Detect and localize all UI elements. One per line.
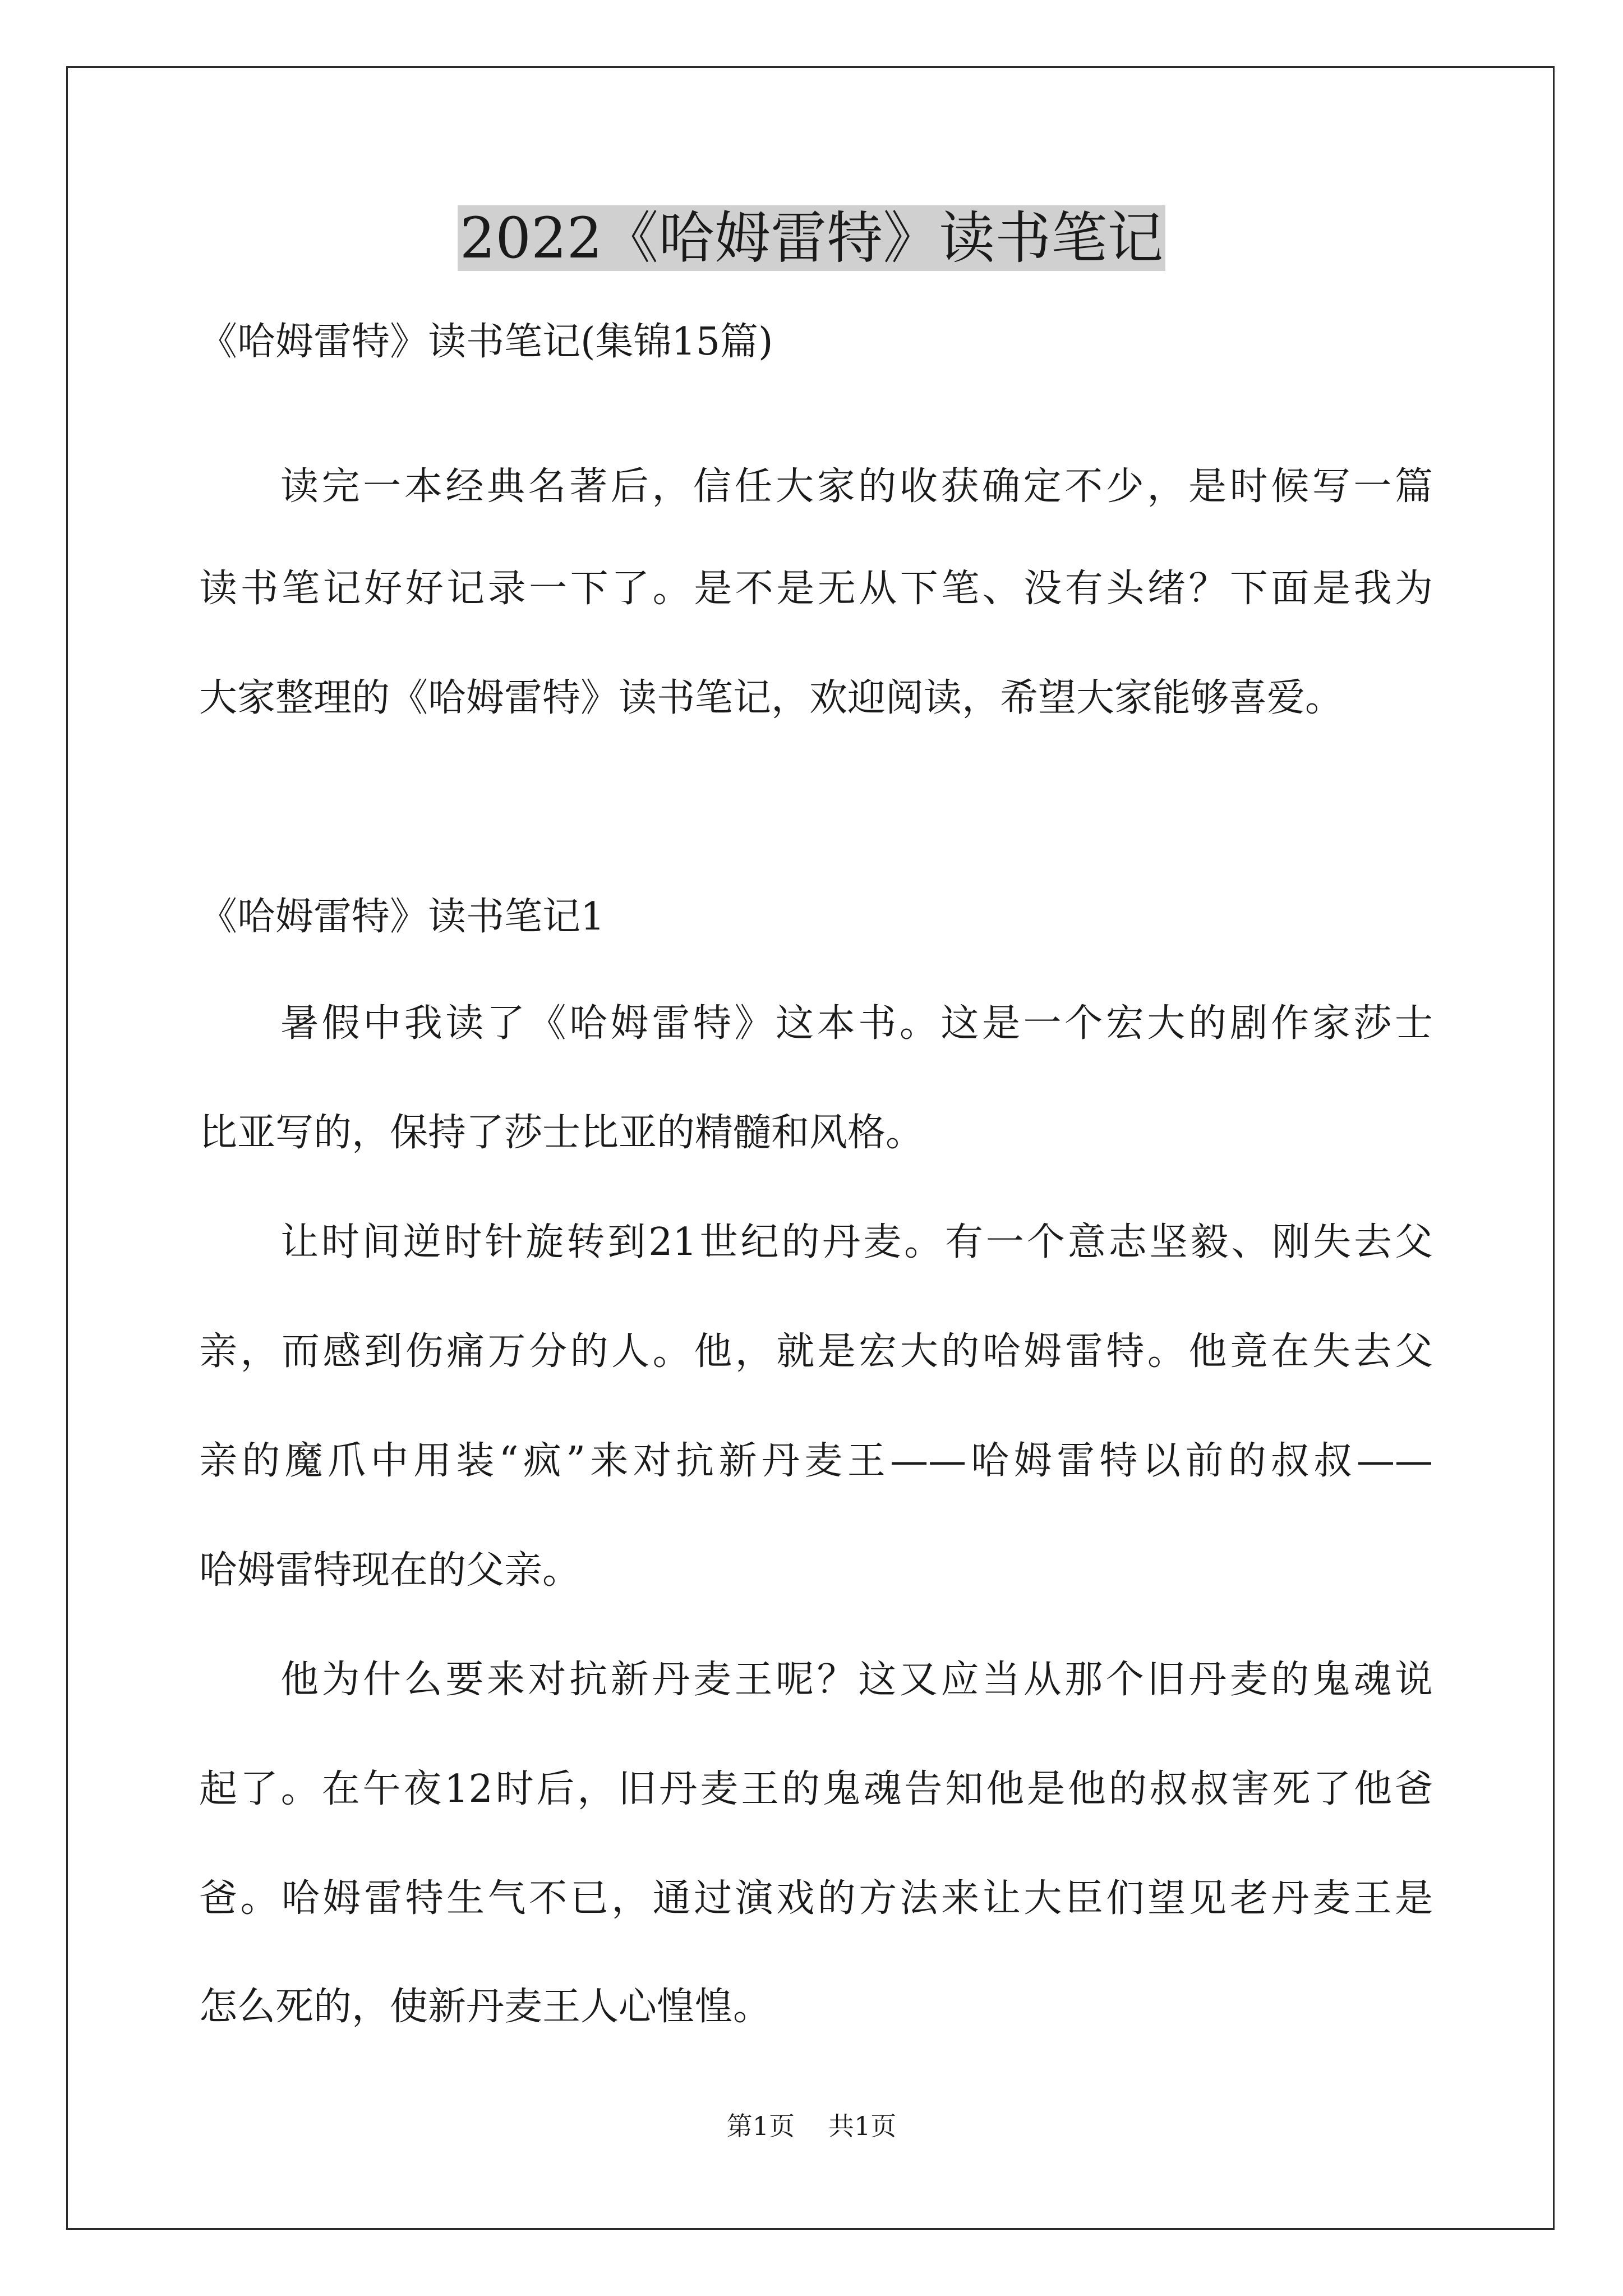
intro-line: 读完一本经典名著后，信任大家的收获确定不少，是时候写一篇 <box>280 464 1433 509</box>
paragraph-line: 怎么死的，使新丹麦王人心惶惶。 <box>199 1985 772 2029</box>
paragraph-line: 他为什么要来对抗新丹麦王呢？这又应当从那个旧丹麦的鬼魂说 <box>280 1658 1433 1702</box>
paragraph-line: 暑假中我读了《哈姆雷特》这本书。这是一个宏大的剧作家莎士 <box>280 1001 1433 1046</box>
page-total: 共1页 <box>828 2111 897 2141</box>
page-number: 第1页 <box>726 2111 795 2141</box>
paragraph-line: 亲，而感到伤痛万分的人。他，就是宏大的哈姆雷特。他竟在失去父 <box>199 1329 1433 1374</box>
title-text: 2022《哈姆雷特》读书笔记 <box>458 205 1166 271</box>
paragraph-line: 爸。哈姆雷特生气不已，通过演戏的方法来让大臣们望见老丹麦王是 <box>199 1876 1433 1921</box>
paragraph-line: 比亚写的，保持了莎士比亚的精髓和风格。 <box>199 1111 924 1155</box>
paragraph-line: 让时间逆时针旋转到21世纪的丹麦。有一个意志坚毅、刚失去父 <box>280 1220 1433 1264</box>
document-subtitle: 《哈姆雷特》读书笔记(集锦15篇) <box>199 320 773 364</box>
paragraph-line: 亲的魔爪中用装“疯”来对抗新丹麦王——哈姆雷特以前的叔叔—— <box>199 1439 1433 1483</box>
paragraph-line: 起了。在午夜12时后，旧丹麦王的鬼魂告知他是他的叔叔害死了他爸 <box>199 1767 1433 1811</box>
intro-line: 大家整理的《哈姆雷特》读书笔记，欢迎阅读，希望大家能够喜爱。 <box>199 676 1344 720</box>
page-footer <box>0 2109 1623 2143</box>
paragraph-line: 哈姆雷特现在的父亲。 <box>199 1548 581 1593</box>
section-heading: 《哈姆雷特》读书笔记1 <box>199 895 605 939</box>
document-title <box>0 199 1623 278</box>
intro-line: 读书笔记好好记录一下了。是不是无从下笔、没有头绪？下面是我为 <box>199 567 1433 611</box>
